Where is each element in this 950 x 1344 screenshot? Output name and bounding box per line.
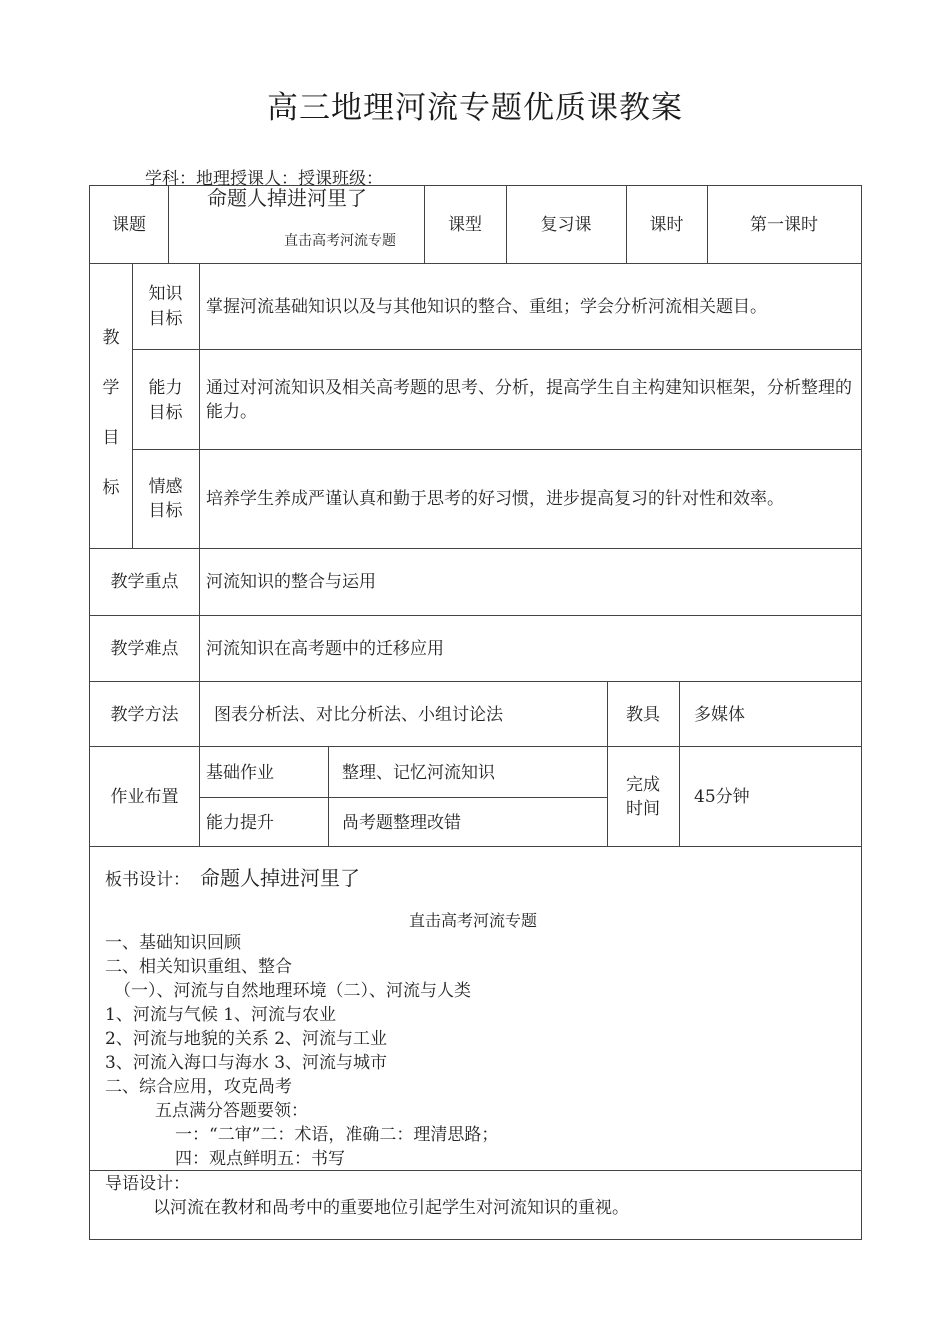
row-divider — [199, 797, 607, 798]
board-line: 二、相关知识重组、整合 — [105, 957, 292, 977]
col-divider — [199, 263, 200, 846]
row-divider — [90, 615, 861, 616]
course-subtitle — [284, 233, 412, 263]
basic-homework-label: 基础作业 — [206, 763, 274, 783]
ability-goal-text: 通过对河流知识及相关高考题的思考、分析，提高学生自主构建知识框架，分析整理的能力。 — [206, 378, 852, 422]
row-divider — [90, 548, 861, 549]
meta-line: 学科：地理授课人：授课班级： — [145, 169, 383, 189]
board-title: 命题人掉进河里了 — [200, 866, 360, 890]
col-divider — [328, 746, 329, 846]
knowledge-goal-text: 掌握河流基础知识以及与其他知识的整合、重组；学会分析河流相关题目。 — [206, 297, 767, 317]
col-divider — [168, 186, 169, 263]
board-line: 1、河流与气候 1、河流与农业 — [105, 1005, 337, 1025]
row-divider — [132, 349, 861, 350]
board-line: 五点满分答题要领： — [155, 1101, 308, 1121]
ability-goal-label: 目标 — [148, 403, 183, 423]
ability-homework-label: 能力提升 — [206, 813, 274, 833]
board-line: 一、基础知识回顾 — [105, 933, 241, 953]
type-label: 课型 — [448, 215, 482, 235]
board-subtitle: 直击高考河流专题 — [409, 911, 538, 930]
board-label: 板书设计： — [105, 870, 190, 890]
difficulty-text: 河流知识在高考题中的迁移应用 — [206, 639, 444, 659]
tools-value: 多媒体 — [694, 705, 745, 725]
completion-time-value: 45分钟 — [694, 787, 750, 807]
row-divider — [90, 846, 861, 847]
row-divider — [90, 681, 861, 682]
completion-time-label: 完成 — [626, 775, 660, 795]
goals-label-char: 学 — [102, 378, 120, 398]
goals-label-char: 教 — [102, 328, 120, 348]
board-line: 四：观点鲜明五：书写 — [175, 1149, 345, 1169]
completion-time-label: 时间 — [626, 799, 660, 819]
period-value: 第一课时 — [750, 215, 818, 235]
difficulty-label: 教学难点 — [110, 639, 179, 659]
method-label: 教学方法 — [110, 705, 179, 725]
method-text: 图表分析法、对比分析法、小组讨论法 — [214, 705, 503, 725]
emotion-goal-label: 目标 — [148, 501, 183, 521]
tools-label: 教具 — [626, 705, 660, 725]
knowledge-goal-label: 目标 — [148, 309, 183, 329]
intro-text: 以河流在教材和咼考中的重要地位引起学生对河流知识的重视。 — [153, 1198, 629, 1218]
board-line: 一：“二审”二：术语，准确二：理清思路； — [175, 1125, 499, 1145]
board-line: 3、河流入海口与海水 3、河流与城市 — [105, 1053, 388, 1073]
page-title: 高三地理河流专题优质课教案 — [267, 90, 683, 126]
ability-homework-text: 咼考题整理改错 — [342, 813, 461, 833]
type-value: 复习课 — [540, 215, 592, 235]
intro-label: 导语设计： — [105, 1174, 190, 1194]
row-divider — [90, 263, 861, 264]
lesson-plan-table — [89, 185, 862, 1240]
homework-label: 作业布置 — [110, 787, 179, 807]
board-line: （一）、河流与自然地理环境（二）、河流与人类 — [114, 981, 471, 1001]
key-point-label: 教学重点 — [110, 572, 179, 592]
emotion-goal-text: 培养学生养成严谨认真和勤于思考的好习惯，进步提高复习的针对性和效率。 — [206, 489, 784, 509]
knowledge-goal-label: 知识 — [148, 284, 183, 304]
goals-label-char: 标 — [102, 478, 120, 498]
emotion-goal-label: 情感 — [148, 477, 183, 497]
ability-goal-label: 能力 — [148, 378, 183, 398]
board-line: 2、河流与地貌的关系 2、河流与工业 — [105, 1029, 388, 1049]
course-label: 课题 — [112, 215, 146, 235]
col-divider — [679, 681, 680, 846]
key-point-text: 河流知识的整合与运用 — [206, 572, 376, 592]
period-label: 课时 — [649, 215, 684, 235]
row-divider — [132, 449, 861, 450]
course-subtitle-text: 直击高考河流专题 — [284, 233, 396, 249]
goals-label-char: 目 — [102, 428, 120, 448]
basic-homework-text: 整理、记忆河流知识 — [342, 763, 495, 783]
row-divider — [90, 746, 861, 747]
course-title: 命题人掉进河里了 — [207, 186, 367, 210]
board-line: 二、综合应用，攻克咼考 — [105, 1077, 292, 1097]
